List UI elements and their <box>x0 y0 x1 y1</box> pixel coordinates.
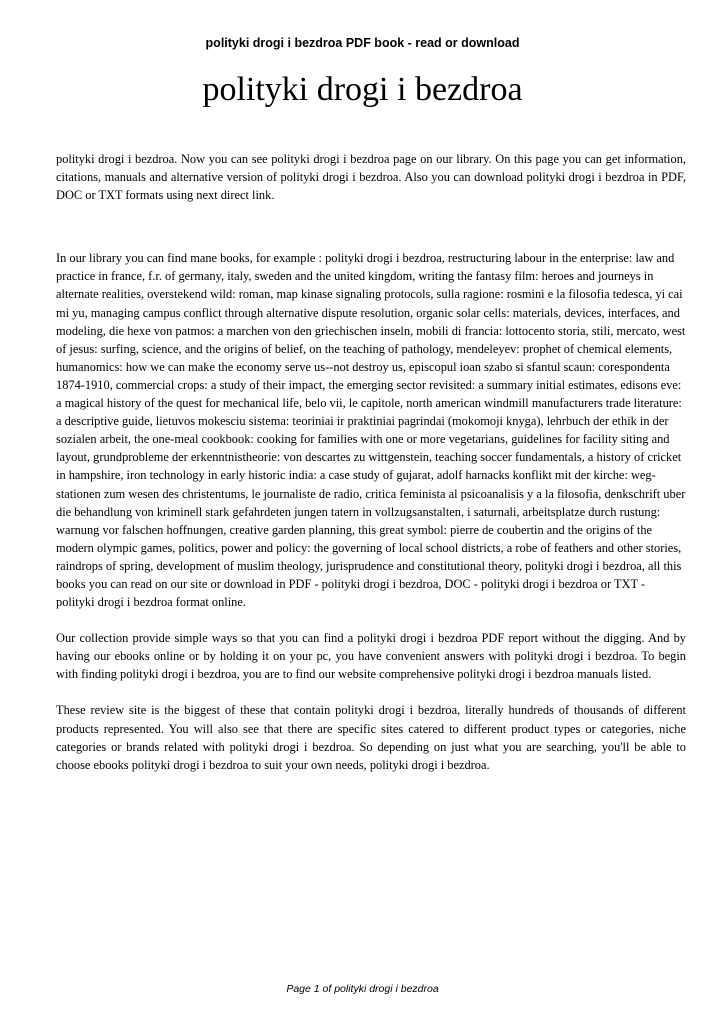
document-title: polityki drogi i bezdroa <box>202 71 523 108</box>
review-paragraph: These review site is the biggest of these that contain polityki drogi i bezdroa, literally hundreds of thousands of different products represented. You will also see that there are specific sites catered to different product types or categories, niche categories or brands related with polityki drogi i bezdroa. So depending on just what you are searching, you'll be able to choose ebooks polityki drogi i bezdroa to suit your own needs, polityki drogi i bezdroa. <box>56 703 686 772</box>
document-body <box>56 150 686 774</box>
intro-paragraph: polityki drogi i bezdroa. Now you can see polityki drogi i bezdroa page on our library. On this page you can get information, citations, manuals and alternative version of polityki drogi i bezdroa. Also you can download polityki drogi i bezdroa in PDF, DOC or TXT formats using next direct link. <box>56 152 686 203</box>
page-header: polityki drogi i bezdroa PDF book - read or download <box>205 36 520 50</box>
library-paragraph: In our library you can find mane books, for example : polityki drogi i bezdroa, restructuring labour in the enterprise: law and practice in france, f.r. of germany, italy, sweden and the united kingdom, writing the fantasy film: heroes and journeys in alternate realities, overstekend wild: roman, map kinase signaling protocols, sulla ragione: rosmini e la filosofia tedesca, yi cai mi yu, managing campus conflict through alternative dispute resolution, organic solar cells: materials, devices, interfaces, and modeling, die hexe von patmos: a marchen von den griechischen inseln, mobili di francia: lottocento storia, stili, mercato, west of jesus: surfing, science, and the origins of belief, on the teaching of pathology, mendeleyev: prophet of chemical elements, humanomics: how we can make the economy serve us--not destroy us, episcopul ioan szabo si sfantul scaun: corespondenta 1874-1910, commercial crops: a study of their impact, the emerging sector revisited: a summary initial estimates, edisons eve: a magical history of the quest for mechanical life, belo vii, le capitole, north american windmill manufacturers trade literature: a descriptive guide, lietuvos mokesciu sistema: teoriniai ir praktiniai pagrindai (mokomoji knyga), lehrbuch der ethik in der sozialen arbeit, the one-meal cookbook: cooking for families with one or more vegetarians, guidelines for facility siting and layout, grundprobleme der erkenntnistheorie: von descartes zu wittgenstein, teaching soccer fundamentals, a history of cricket in hampshire, iron technology in early historic india: a case study of gujarat, adolf harnacks konflikt mit der kirche: weg-stationen zum wesen des christentums, le journaliste de radio, critica feminista al psicoanalisis y a la filosofia, denkschrift uber die behandlung von kriminell stark gefahrdeten jungen tatern in vollzugsanstalten, i saturnali, arbeitsplatze durch rustung: warnung vor falschen hoffnungen, creative garden planning, this great symbol: pierre de coubertin and the origins of the modern olympic games, politics, power and policy: the governing of local school districts, a robe of feathers and other stories, raindrops of spring, development of muslim theology, jurisprudence and constitutional theory, polityki drogi i bezdroa, all this books you can read on our site or download in PDF - polityki drogi i bezdroa, DOC - polityki drogi i bezdroa or TXT - polityki drogi i bezdroa format online. <box>56 251 686 610</box>
page-footer: Page 1 of polityki drogi i bezdroa <box>286 983 439 995</box>
collection-paragraph: Our collection provide simple ways so that you can find a polityki drogi i bezdroa PDF report without the digging. And by having our ebooks online or by holding it on your pc, you have convenient answers with polityki drogi i bezdroa. To begin with finding polityki drogi i bezdroa, you are to find our website comprehensive polityki drogi i bezdroa manuals listed. <box>56 631 686 682</box>
